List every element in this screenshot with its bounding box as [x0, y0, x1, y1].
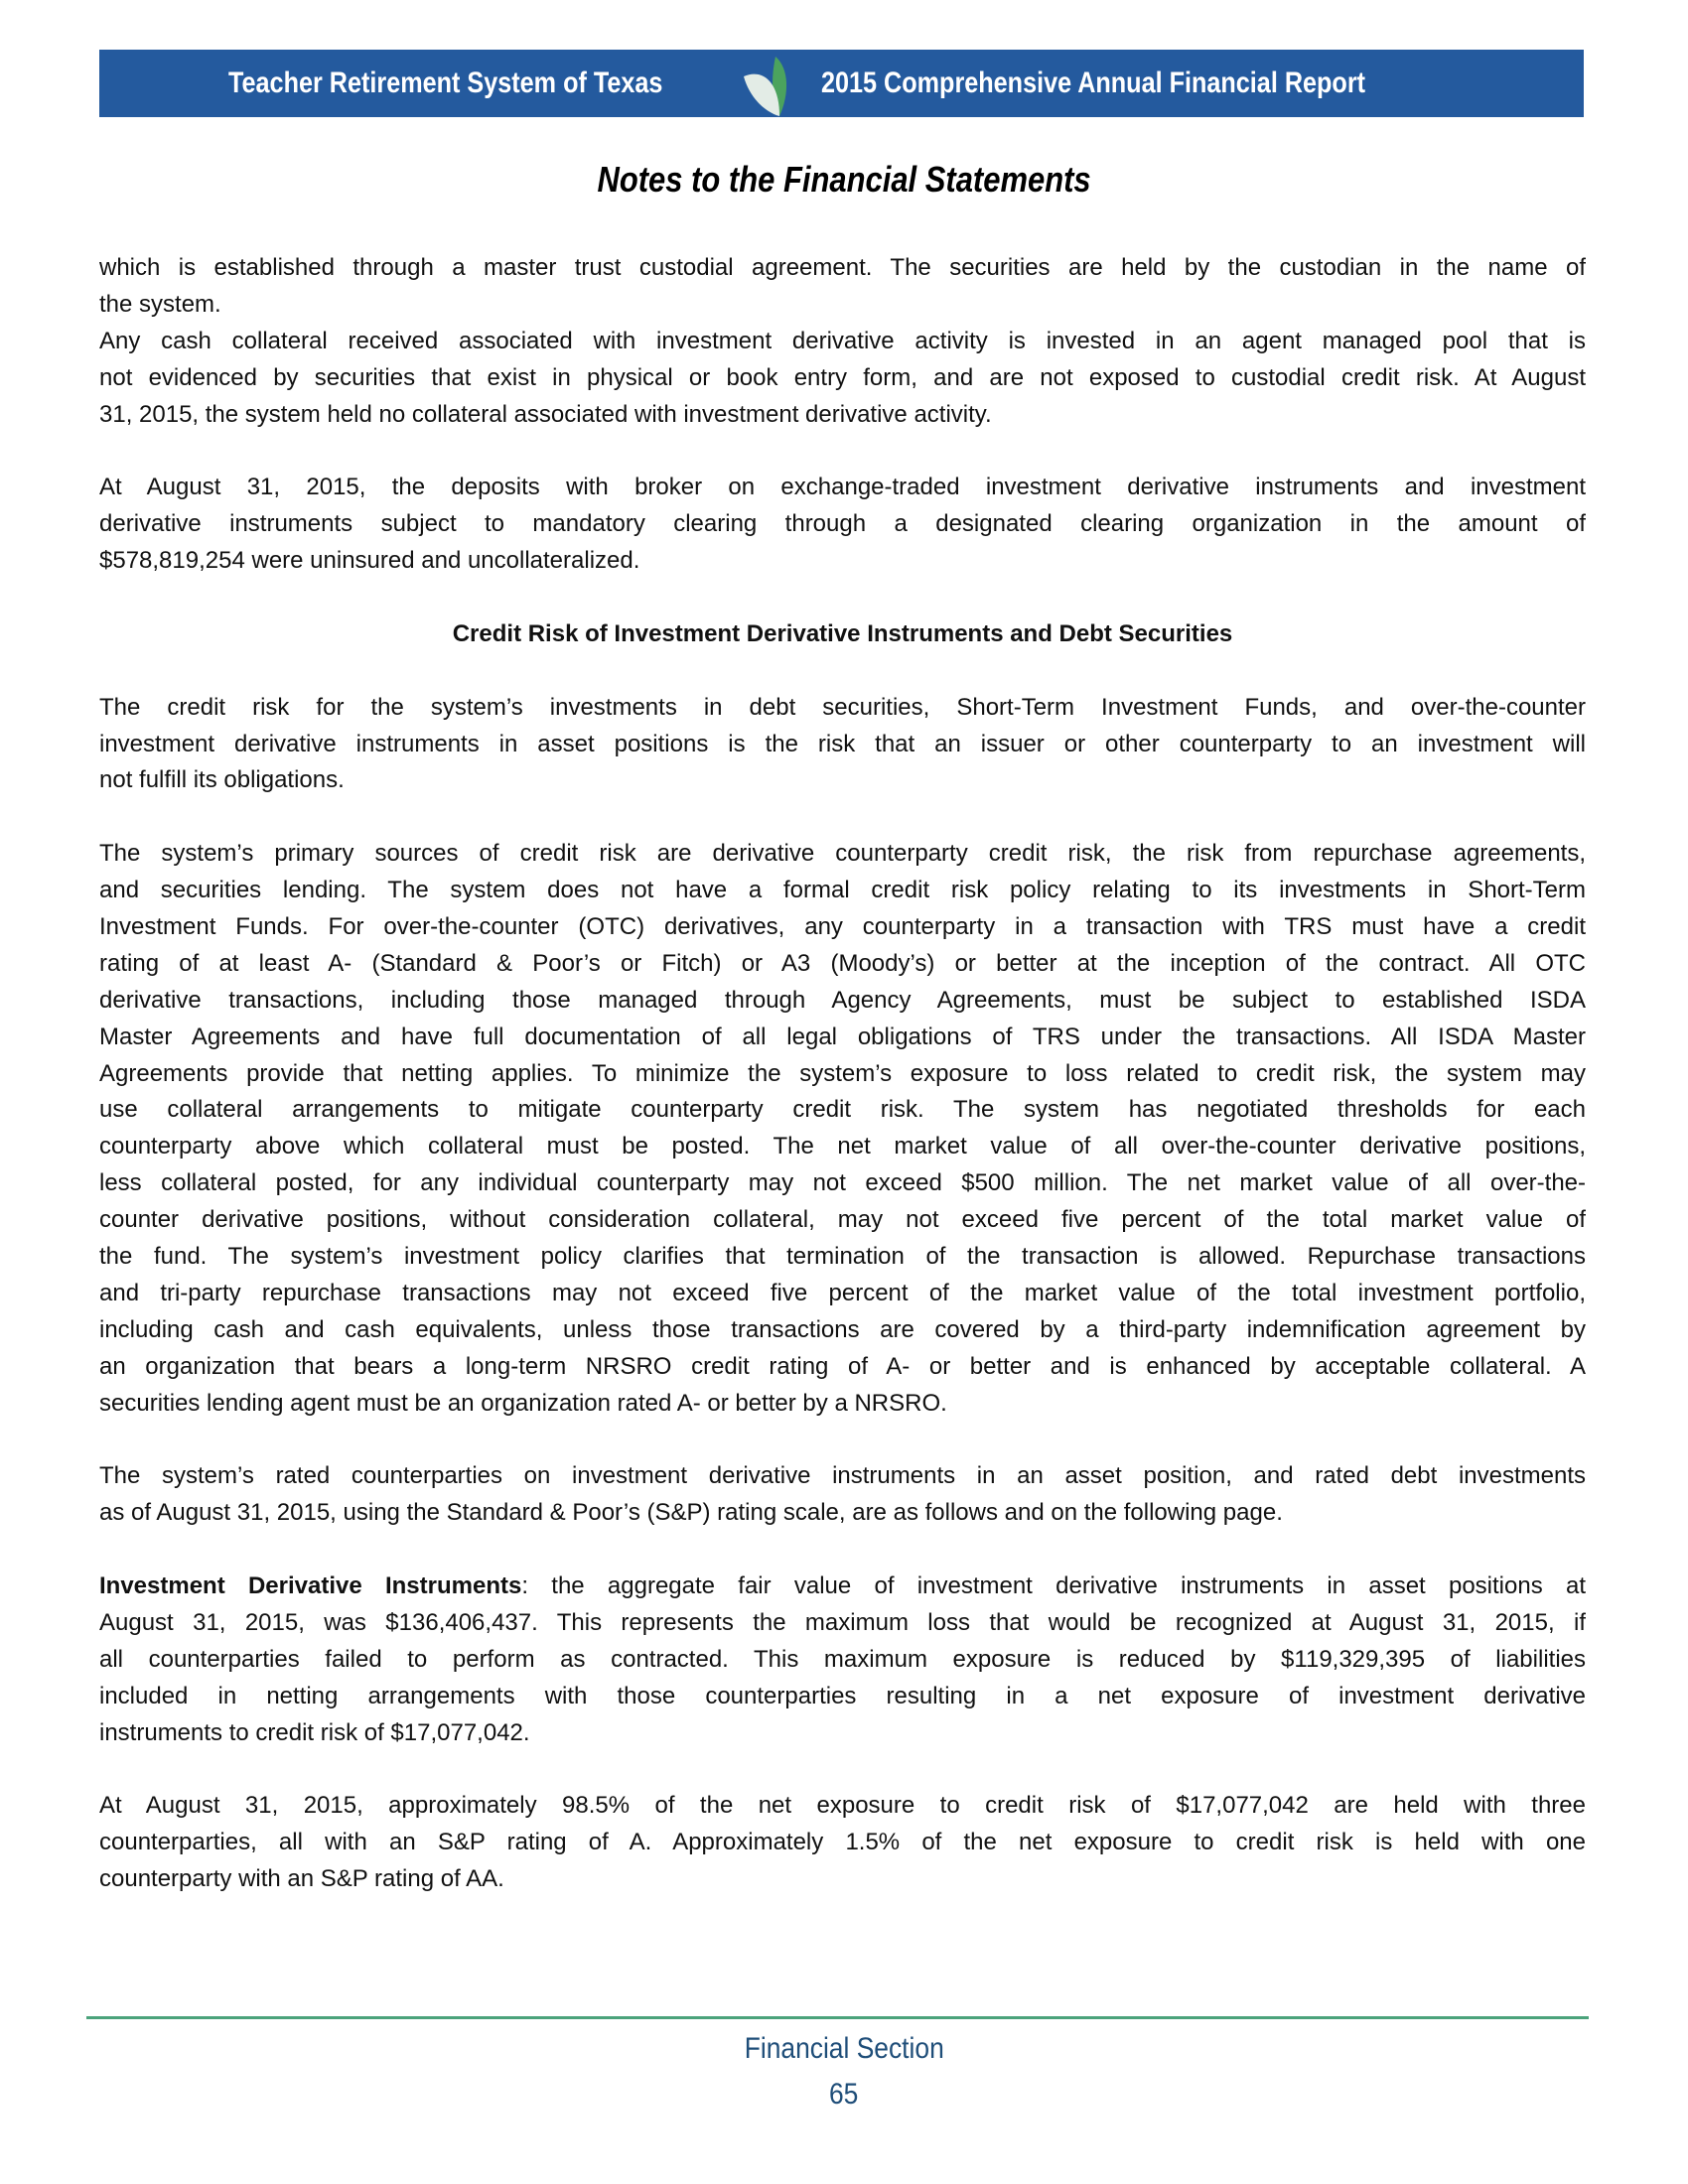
paragraph-credit-risk-definition [99, 690, 1586, 800]
footer-divider [86, 2016, 1589, 2019]
text-line: counterparties, all with an S&P rating of A. Approximately 1.5% of the net exposure to credit risk is held with one [99, 1829, 1586, 1856]
spacer [99, 1752, 1586, 1789]
text-line: an organization that bears a long-term NRSRO credit rating of A- or better and is enhanced by acceptable collateral. A [99, 1352, 1586, 1380]
text-line: $578,819,254 were uninsured and uncollateralized. [99, 547, 640, 575]
spacer [99, 653, 1586, 690]
text-line: Investment Funds. For over-the-counter (OTC) derivatives, any counterparty in a transaction with TRS must have a credit [99, 913, 1586, 941]
text-line: counterparty with an S&P rating of AA. [99, 1865, 504, 1893]
page-title: Notes to the Financial Statements [597, 159, 1091, 200]
text-line: Any cash collateral received associated with investment derivative activity is invested in an agent managed pool that is [99, 327, 1586, 354]
text-line: securities lending agent must be an organization rated A- or better by a NRSRO. [99, 1389, 947, 1417]
bold-lead-in: Investment Derivative Instruments [99, 1572, 522, 1600]
text-line: included in netting arrangements with those counterparties resulting in a net exposure of investment derivative [99, 1682, 1586, 1709]
section-heading: Credit Risk of Investment Derivative Instruments and Debt Securities [452, 619, 1233, 647]
paragraph-broker-deposits [99, 470, 1586, 580]
text-line: At August 31, 2015, the deposits with broker on exchange-traded investment derivative instruments and investment [99, 474, 1586, 501]
text-line: instruments to credit risk of $17,077,042. [99, 1718, 530, 1746]
paragraph-credit-risk-sources [99, 836, 1586, 1422]
text-line: as of August 31, 2015, using the Standard & Poor’s (S&P) rating scale, are as follows and on the following page. [99, 1499, 1283, 1527]
paragraph-net-exposure [99, 1788, 1586, 1898]
paragraph-custodial [99, 250, 1586, 324]
text-line: use collateral arrangements to mitigate counterparty credit risk. The system has negotiated thresholds for each [99, 1096, 1586, 1124]
text-line [99, 1569, 1586, 1605]
text-line: the fund. The system’s investment policy clarifies that termination of the transaction is allowed. Repurchase transactions [99, 1243, 1586, 1271]
spacer [99, 580, 1586, 616]
text-line: August 31, 2015, was $136,406,437. This represents the maximum loss that would be recognized at August 31, 2015, if [99, 1608, 1586, 1636]
spacer [99, 1532, 1586, 1569]
text-line: rating of at least A- (Standard & Poor’s or Fitch) or A3 (Moody’s) or better at the inception of the contract. All OTC [99, 949, 1586, 977]
text-line: Master Agreements and have full documentation of all legal obligations of TRS under the transactions. All ISDA Master [99, 1023, 1586, 1050]
text-line: counter derivative positions, without consideration collateral, may not exceed five percent of the total market value of [99, 1206, 1586, 1234]
text-line: all counterparties failed to perform as contracted. This maximum exposure is reduced by $119,329,395 of liabilities [99, 1645, 1586, 1673]
text-line: The credit risk for the system’s investments in debt securities, Short-Term Investment Funds, and over-the-counter [99, 693, 1586, 721]
text-line: derivative instruments subject to mandatory clearing through a designated clearing organization in the amount of [99, 510, 1586, 538]
page-number: 65 [829, 2078, 859, 2111]
text-line: which is established through a master trust custodial agreement. The securities are held by the custodian in the name of [99, 254, 1586, 281]
organization-name: Teacher Retirement System of Texas [228, 67, 663, 99]
spacer [99, 799, 1586, 836]
text-line: investment derivative instruments in asset positions is the risk that an issuer or other counterparty to an investment will [99, 730, 1586, 757]
text-line: not evidenced by securities that exist in physical or book entry form, and are not exposed to custodial credit risk. At August [99, 363, 1586, 391]
text-line: At August 31, 2015, approximately 98.5% of the net exposure to credit risk of $17,077,042 are held with three [99, 1792, 1586, 1820]
text-line: 31, 2015, the system held no collateral associated with investment derivative activity. [99, 400, 992, 428]
text-span: : the aggregate fair value of investment derivative instruments in asset positions at [521, 1572, 1586, 1600]
text-line: and securities lending. The system does not have a formal credit risk policy relating to its investments in Short-Term [99, 877, 1586, 904]
text-line: less collateral posted, for any individual counterparty may not exceed $500 million. The net market value of all over-the- [99, 1169, 1586, 1197]
text-line: The system’s primary sources of credit risk are derivative counterparty credit risk, the risk from repurchase agreements, [99, 840, 1586, 868]
header-banner [99, 50, 1584, 117]
footer-section-label: Financial Section [744, 2032, 944, 2065]
text-line: including cash and cash equivalents, unless those transactions are covered by a third-party indemnification agreement by [99, 1315, 1586, 1343]
text-line: derivative transactions, including those managed through Agency Agreements, must be subject to established ISDA [99, 986, 1586, 1014]
paragraph-cash-collateral [99, 324, 1586, 434]
text-line: counterparty above which collateral must be posted. The net market value of all over-the-counter derivative positions, [99, 1133, 1586, 1160]
text-line: Agreements provide that netting applies. To minimize the system’s exposure to loss related to credit risk, the system may [99, 1059, 1586, 1087]
document-body [99, 250, 1586, 1898]
text-line: The system’s rated counterparties on investment derivative instruments in an asset position, and rated debt investments [99, 1462, 1586, 1490]
text-line: the system. [99, 290, 221, 318]
text-line: not fulfill its obligations. [99, 766, 345, 794]
leaf-icon [740, 55, 791, 120]
text-line: and tri-party repurchase transactions may not exceed five percent of the market value of the total investment portfolio, [99, 1279, 1586, 1306]
spacer [99, 433, 1586, 470]
report-title: 2015 Comprehensive Annual Financial Report [821, 67, 1366, 99]
spacer [99, 1423, 1586, 1459]
paragraph-investment-derivative-instruments [99, 1569, 1586, 1751]
paragraph-rated-counterparties [99, 1458, 1586, 1532]
